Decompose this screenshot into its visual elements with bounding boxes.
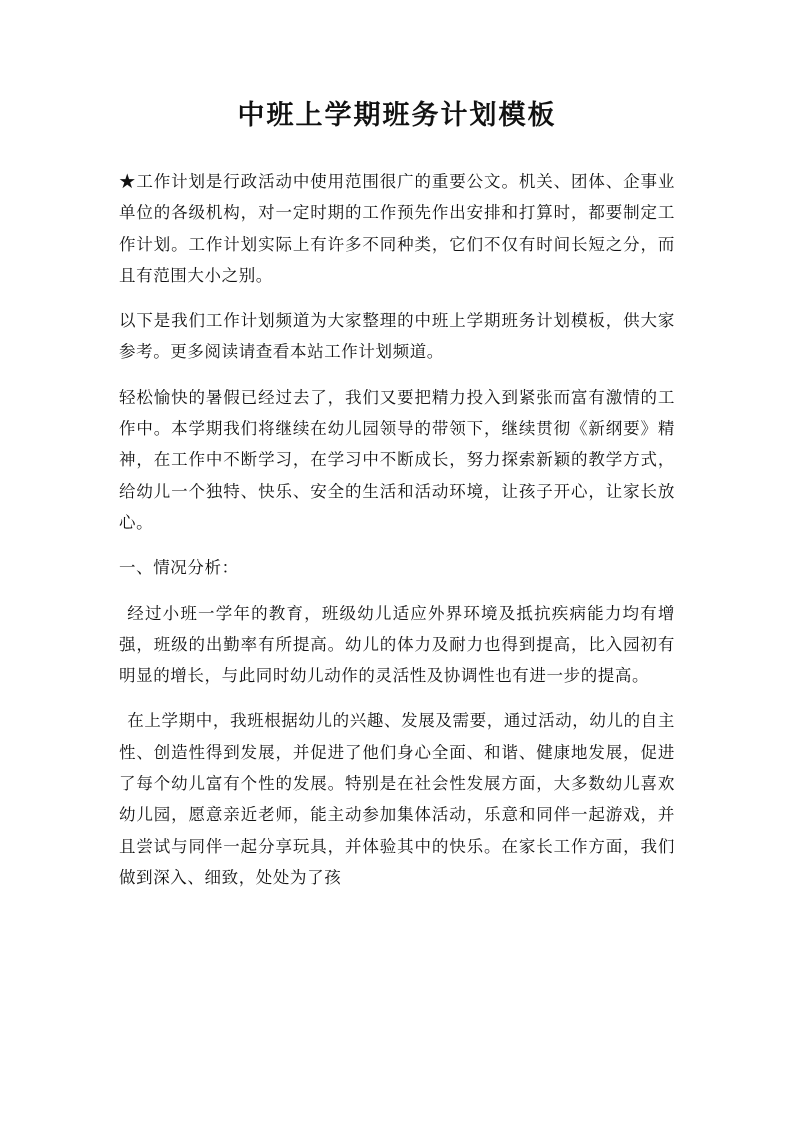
reference-paragraph: 以下是我们工作计划频道为大家整理的中班上学期班务计划模板，供大家参考。更多阅读请查看本站工作计划频道。 (119, 311, 675, 362)
document-body (119, 166, 675, 893)
situation-paragraph-2: 在上学期中，我班根据幼儿的兴趣、发展及需要，通过活动，幼儿的自主性、创造性得到发展，并促进了他们身心全面、和谐、健康地发展，促进了每个幼儿富有个性的发展。特别是在社会性发展方面，大多数幼儿喜欢幼儿园，愿意亲近老师，能主动参加集体活动，乐意和同伴一起游戏，并且尝试与同伴一起分享玩具，并体验其中的快乐。在家长工作方面，我们做到深入、细致，处处为了孩 (119, 711, 675, 887)
intro-paragraph: ★工作计划是行政活动中使用范围很广的重要公文。机关、团体、企事业单位的各级机构，对一定时期的工作预先作出安排和打算时，都要制定工作计划。工作计划实际上有许多不同种类，它们不仅有时间长短之分，而且有范围大小之别。 (119, 172, 675, 285)
document-title: 中班上学期班务计划模板 (237, 100, 557, 131)
situation-paragraph-1: 经过小班一学年的教育，班级幼儿适应外界环境及抵抗疾病能力均有增强，班级的出勤率有所提高。幼儿的体力及耐力也得到提高，比入园初有明显的增长，与此同时幼儿动作的灵活性及协调性也有进一步的提高。 (119, 603, 675, 686)
section-heading-situation: 一、情况分析： (119, 558, 239, 578)
opening-paragraph: 轻松愉快的暑假已经过去了，我们又要把精力投入到紧张而富有激情的工作中。本学期我们将继续在幼儿园领导的带领下，继续贯彻《新纲要》精神，在工作中不断学习，在学习中不断成长，努力探索新颖的教学方式，给幼儿一个独特、快乐、安全的生活和活动环境，让孩子开心，让家长放心。 (119, 387, 675, 532)
